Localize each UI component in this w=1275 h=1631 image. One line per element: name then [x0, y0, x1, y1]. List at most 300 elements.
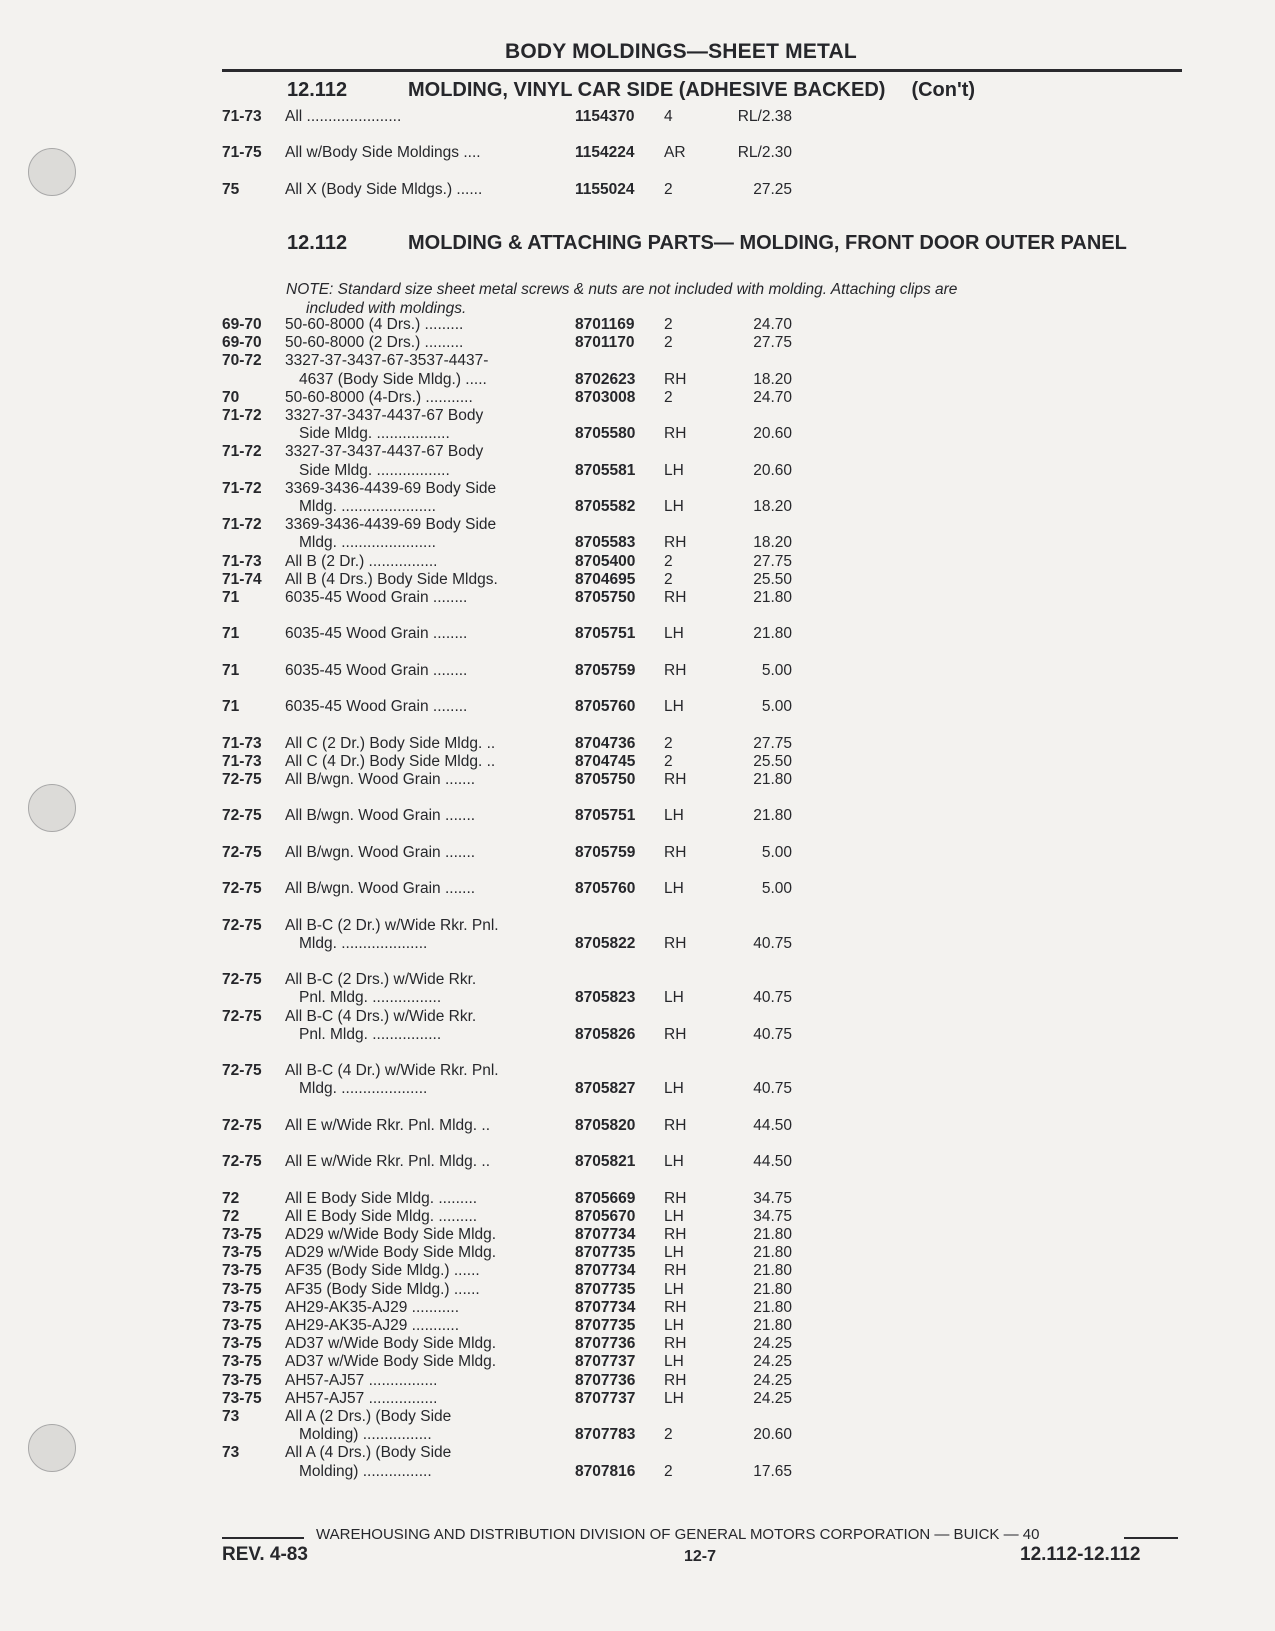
- quantity: AR: [664, 144, 686, 162]
- part-number: 8705750: [575, 771, 636, 788]
- part-number: 8705823: [575, 989, 636, 1007]
- quantity: RH: [664, 934, 687, 952]
- model-year: 75: [222, 180, 240, 198]
- list-price: 24.25: [753, 1389, 792, 1407]
- table-row: [0, 625, 1275, 643]
- section-1-title-text: MOLDING, VINYL CAR SIDE (ADHESIVE BACKED): [408, 79, 886, 101]
- list-price: 25.50: [753, 570, 792, 588]
- table-row: [0, 1190, 1275, 1208]
- quantity: LH: [664, 1244, 684, 1262]
- table-row: [0, 1208, 1275, 1226]
- list-price: 44.50: [753, 1116, 792, 1134]
- table-row: [0, 735, 1275, 753]
- quantity: RH: [664, 1189, 687, 1207]
- quantity: LH: [664, 1389, 684, 1407]
- list-price: 24.25: [753, 1353, 792, 1371]
- table-row: [0, 1026, 1275, 1044]
- table-row: [0, 1226, 1275, 1244]
- table-row: [0, 389, 1275, 407]
- footer-page-number: 12-7: [684, 1548, 717, 1565]
- quantity: LH: [664, 498, 684, 515]
- section-1-title: [408, 81, 1178, 100]
- application: 6035-45 Wood Grain ........: [285, 625, 468, 643]
- quantity: RH: [664, 425, 687, 443]
- table-row: [0, 371, 1275, 389]
- application: All E Body Side Mldg. .........: [285, 1207, 478, 1225]
- application: All B/wgn. Wood Grain .......: [285, 843, 476, 861]
- part-number: 8705759: [575, 661, 636, 679]
- quantity: LH: [664, 1317, 684, 1334]
- table-row: [0, 553, 1275, 571]
- application: AH57-AJ57 ................: [285, 1389, 438, 1407]
- part-number: 8707734: [575, 1262, 636, 1280]
- table-row: [0, 1080, 1275, 1098]
- table-row: [0, 181, 1275, 199]
- application: 3327-37-3437-67-3537-4437-: [285, 352, 489, 370]
- application: Molding) ................: [299, 1462, 432, 1480]
- table-row: [0, 1390, 1275, 1408]
- application: AD37 w/Wide Body Side Mldg.: [285, 1353, 497, 1371]
- section-2-number: 12.112: [287, 232, 348, 254]
- header-rule: [222, 69, 1182, 72]
- part-number: 8705670: [575, 1207, 636, 1225]
- section-1-cont: (Con't): [911, 79, 976, 101]
- model-year: 72: [222, 1189, 240, 1207]
- table-row: [0, 880, 1275, 898]
- part-number: 8705750: [575, 589, 636, 606]
- part-number: 8705583: [575, 534, 636, 552]
- list-price: 18.20: [753, 534, 792, 552]
- table-row: [0, 644, 1275, 662]
- application: 50-60-8000 (2 Drs.) .........: [285, 334, 464, 352]
- application: All B-C (2 Dr.) w/Wide Rkr. Pnl.: [285, 916, 499, 934]
- table-row: [0, 407, 1275, 425]
- quantity: 2: [664, 388, 673, 406]
- quantity: RH: [664, 1025, 687, 1043]
- list-price: 34.75: [753, 1189, 792, 1207]
- part-number: 8705400: [575, 552, 636, 570]
- table-row: [0, 352, 1275, 370]
- list-price: 21.80: [753, 807, 792, 825]
- list-price: 21.80: [753, 625, 792, 643]
- model-year: 72-75: [222, 1153, 262, 1171]
- quantity: RH: [664, 843, 687, 861]
- list-price: 5.00: [761, 843, 792, 861]
- table-row: [0, 680, 1275, 698]
- table-row: [0, 1008, 1275, 1026]
- application: All B-C (4 Drs.) w/Wide Rkr.: [285, 1007, 477, 1025]
- list-price: 5.00: [761, 880, 792, 898]
- part-number: 8705827: [575, 1080, 636, 1098]
- quantity: LH: [664, 461, 684, 479]
- part-number: 8705760: [575, 880, 636, 898]
- quantity: 2: [664, 180, 673, 198]
- model-year: 72-75: [222, 880, 262, 898]
- quantity: LH: [664, 1153, 684, 1171]
- quantity: 2: [664, 334, 673, 352]
- model-year: 72-75: [222, 916, 262, 934]
- quantity: 2: [664, 1462, 673, 1480]
- part-number: 8705760: [575, 698, 636, 716]
- table-row: [0, 462, 1275, 480]
- page-header: BODY MOLDINGS—SHEET METAL: [505, 40, 857, 63]
- part-number: 8704736: [575, 734, 636, 752]
- table-row: [0, 1262, 1275, 1280]
- part-number: 1155024: [575, 180, 635, 198]
- list-price: 21.80: [753, 1280, 792, 1298]
- table-row: [0, 753, 1275, 771]
- table-row: [0, 989, 1275, 1007]
- table-row: [0, 1317, 1275, 1335]
- application: Mldg. ......................: [299, 534, 436, 552]
- table-row: [0, 126, 1275, 144]
- model-year: 71: [222, 698, 240, 716]
- quantity: RH: [664, 771, 687, 788]
- table-row: [0, 1153, 1275, 1171]
- part-number: 8704695: [575, 570, 636, 588]
- table-row: [0, 571, 1275, 589]
- quantity: LH: [664, 880, 684, 898]
- list-price: 18.20: [753, 370, 792, 388]
- table-row: [0, 771, 1275, 789]
- list-price: 21.80: [753, 1317, 792, 1334]
- application: AH57-AJ57 ................: [285, 1371, 438, 1389]
- table-row: [0, 498, 1275, 516]
- table-row: [0, 898, 1275, 916]
- part-number: 8707737: [575, 1353, 636, 1371]
- list-price: 18.20: [753, 498, 792, 515]
- application: 3369-3436-4439-69 Body Side: [285, 479, 497, 497]
- list-price: 27.75: [753, 734, 792, 752]
- quantity: RH: [664, 534, 687, 552]
- model-year: 71: [222, 589, 240, 606]
- list-price: 17.65: [753, 1462, 792, 1480]
- quantity: RH: [664, 1226, 687, 1243]
- table-row: [0, 1135, 1275, 1153]
- model-year: 71-72: [222, 516, 262, 534]
- application: All B/wgn. Wood Grain .......: [285, 880, 476, 898]
- part-number: 8707783: [575, 1426, 636, 1444]
- model-year: 69-70: [222, 334, 262, 352]
- model-year: 73: [222, 1408, 240, 1425]
- quantity: 2: [664, 316, 673, 333]
- part-number: 8705580: [575, 425, 636, 443]
- part-number: 8707734: [575, 1298, 636, 1316]
- footer-rule-left: [222, 1537, 304, 1539]
- quantity: RH: [664, 370, 687, 388]
- quantity: RH: [664, 1116, 687, 1134]
- application: 3327-37-3437-4437-67 Body: [285, 443, 484, 461]
- part-number: 8707816: [575, 1462, 636, 1480]
- model-year: 71-73: [222, 752, 262, 770]
- table-row: [0, 844, 1275, 862]
- quantity: LH: [664, 698, 684, 716]
- table-row: [0, 589, 1275, 607]
- table-row: [0, 917, 1275, 935]
- model-year: 72-75: [222, 971, 262, 989]
- table-row: [0, 862, 1275, 880]
- part-number: 8707734: [575, 1226, 636, 1243]
- part-number: 8705759: [575, 843, 636, 861]
- list-price: 24.25: [753, 1371, 792, 1389]
- table-row: [0, 1335, 1275, 1353]
- list-price: 27.75: [753, 552, 792, 570]
- application: All w/Body Side Moldings ....: [285, 144, 481, 162]
- table-row: [0, 1463, 1275, 1481]
- footer-revision: REV. 4-83: [222, 1544, 308, 1565]
- application: 50-60-8000 (4 Drs.) .........: [285, 316, 464, 333]
- model-year: 72: [222, 1207, 240, 1225]
- model-year: 73-75: [222, 1262, 262, 1280]
- model-year: 71-74: [222, 570, 262, 588]
- list-price: 21.80: [753, 771, 792, 788]
- table-row: [0, 716, 1275, 734]
- list-price: 34.75: [753, 1207, 792, 1225]
- model-year: 73-75: [222, 1226, 262, 1243]
- application: AD37 w/Wide Body Side Mldg.: [285, 1335, 497, 1353]
- part-number: 8704745: [575, 752, 636, 770]
- list-price: 21.80: [753, 1226, 792, 1243]
- application: AF35 (Body Side Mldg.) ......: [285, 1262, 480, 1280]
- table-row: [0, 1062, 1275, 1080]
- list-price: 20.60: [753, 1426, 792, 1444]
- list-price: 5.00: [761, 698, 792, 716]
- application: 3369-3436-4439-69 Body Side: [285, 516, 497, 534]
- table-row: [0, 516, 1275, 534]
- list-price: 20.60: [753, 461, 792, 479]
- quantity: RH: [664, 1298, 687, 1316]
- model-year: 73-75: [222, 1317, 262, 1334]
- quantity: 2: [664, 752, 673, 770]
- application: Pnl. Mldg. ................: [299, 1025, 442, 1043]
- table-row: [0, 1281, 1275, 1299]
- model-year: 72-75: [222, 843, 262, 861]
- application: All B/wgn. Wood Grain .......: [285, 807, 476, 825]
- footer-rule-right: [1124, 1537, 1178, 1539]
- part-number: 8702623: [575, 370, 636, 388]
- quantity: 4: [664, 108, 673, 125]
- application: Pnl. Mldg. ................: [299, 989, 442, 1007]
- model-year: 73-75: [222, 1298, 262, 1316]
- table-row: [0, 534, 1275, 552]
- table-row: [0, 1299, 1275, 1317]
- application: Mldg. ....................: [299, 934, 428, 952]
- table-row: [0, 826, 1275, 844]
- part-number: 8705582: [575, 498, 636, 515]
- part-number: 8707737: [575, 1389, 636, 1407]
- model-year: 71-73: [222, 108, 262, 125]
- application: 6035-45 Wood Grain ........: [285, 589, 468, 606]
- table-row: [0, 1353, 1275, 1371]
- application: Side Mldg. .................: [299, 425, 450, 443]
- application: AH29-AK35-AJ29 ...........: [285, 1317, 460, 1334]
- model-year: 71-72: [222, 407, 262, 424]
- list-price: 24.25: [753, 1335, 792, 1353]
- application: AH29-AK35-AJ29 ...........: [285, 1298, 460, 1316]
- table-row: [0, 1444, 1275, 1462]
- model-year: 70-72: [222, 352, 262, 370]
- model-year: 72-75: [222, 1062, 262, 1080]
- application: 6035-45 Wood Grain ........: [285, 661, 468, 679]
- part-number: 8705820: [575, 1116, 636, 1134]
- quantity: 2: [664, 570, 673, 588]
- footer-division: WAREHOUSING AND DISTRIBUTION DIVISION OF GENERAL MOTORS CORPORATION — BUICK — 40: [316, 1526, 1040, 1543]
- part-number: 8705669: [575, 1189, 636, 1207]
- part-number: 1154224: [575, 144, 635, 162]
- model-year: 71-73: [222, 552, 262, 570]
- table-row: [0, 607, 1275, 625]
- table-row: [0, 971, 1275, 989]
- quantity: 2: [664, 1426, 673, 1444]
- quantity: RH: [664, 1262, 687, 1280]
- table-row: [0, 1426, 1275, 1444]
- list-price: 21.80: [753, 1298, 792, 1316]
- model-year: 71-73: [222, 734, 262, 752]
- note-line-2: included with moldings.: [306, 300, 467, 317]
- table-row: [0, 316, 1275, 334]
- table-row: [0, 425, 1275, 443]
- part-number: 8705826: [575, 1025, 636, 1043]
- part-number: 8701169: [575, 316, 635, 333]
- application: All C (4 Dr.) Body Side Mldg. ..: [285, 752, 496, 770]
- table-row: [0, 662, 1275, 680]
- part-number: 8705751: [575, 625, 636, 643]
- table-row: [0, 1408, 1275, 1426]
- list-price: 24.70: [753, 388, 792, 406]
- part-number: 8707735: [575, 1317, 636, 1334]
- application: All B/wgn. Wood Grain .......: [285, 771, 476, 788]
- application: All B-C (4 Dr.) w/Wide Rkr. Pnl.: [285, 1062, 499, 1080]
- part-number: 8705581: [575, 461, 636, 479]
- application: All ......................: [285, 108, 402, 125]
- model-year: 72-75: [222, 1116, 262, 1134]
- application: All E w/Wide Rkr. Pnl. Mldg. ..: [285, 1116, 490, 1134]
- list-price: 40.75: [753, 1080, 792, 1098]
- part-number: 1154370: [575, 108, 635, 125]
- application: All C (2 Dr.) Body Side Mldg. ..: [285, 734, 496, 752]
- quantity: RH: [664, 661, 687, 679]
- application: Side Mldg. .................: [299, 461, 450, 479]
- list-price: 21.80: [753, 1244, 792, 1262]
- table-row: [0, 807, 1275, 825]
- table-row: [0, 334, 1275, 352]
- list-price: 27.25: [753, 180, 792, 198]
- table-row: [0, 443, 1275, 461]
- list-price: 21.80: [753, 1262, 792, 1280]
- model-year: 71-72: [222, 479, 262, 497]
- list-price: 21.80: [753, 589, 792, 606]
- application: Molding) ................: [299, 1426, 432, 1444]
- quantity: RH: [664, 1335, 687, 1353]
- table-row: [0, 1244, 1275, 1262]
- model-year: 73-75: [222, 1353, 262, 1371]
- application: All B (4 Drs.) Body Side Mldgs.: [285, 570, 498, 588]
- list-price: RL/2.38: [737, 108, 792, 125]
- application: All B (2 Dr.) ................: [285, 552, 438, 570]
- application: 6035-45 Wood Grain ........: [285, 698, 468, 716]
- model-year: 70: [222, 388, 240, 406]
- quantity: LH: [664, 1353, 684, 1371]
- list-price: 40.75: [753, 934, 792, 952]
- table-row: [0, 163, 1275, 181]
- list-price: 44.50: [753, 1153, 792, 1171]
- table-row: [0, 1171, 1275, 1189]
- model-year: 71: [222, 625, 240, 643]
- application: All A (4 Drs.) (Body Side: [285, 1444, 452, 1462]
- part-number: 8707735: [575, 1244, 636, 1262]
- model-year: 71-75: [222, 144, 262, 162]
- model-year: 69-70: [222, 316, 262, 333]
- table-row: [0, 144, 1275, 162]
- quantity: LH: [664, 807, 684, 825]
- application: Mldg. ....................: [299, 1080, 428, 1098]
- application: AD29 w/Wide Body Side Mldg.: [285, 1226, 497, 1243]
- list-price: 27.75: [753, 334, 792, 352]
- application: All A (2 Drs.) (Body Side: [285, 1408, 452, 1425]
- quantity: LH: [664, 1280, 684, 1298]
- part-number: 8703008: [575, 388, 636, 406]
- application: All B-C (2 Drs.) w/Wide Rkr.: [285, 971, 477, 989]
- quantity: 2: [664, 734, 673, 752]
- list-price: RL/2.30: [737, 144, 792, 162]
- quantity: LH: [664, 1080, 684, 1098]
- table-row: [0, 789, 1275, 807]
- footer-section-range: 12.112-12.112: [1020, 1544, 1141, 1565]
- application: All E w/Wide Rkr. Pnl. Mldg. ..: [285, 1153, 490, 1171]
- quantity: RH: [664, 589, 687, 606]
- part-number: 8701170: [575, 334, 635, 352]
- quantity: LH: [664, 625, 684, 643]
- model-year: 73-75: [222, 1371, 262, 1389]
- model-year: 72-75: [222, 1007, 262, 1025]
- list-price: 40.75: [753, 989, 792, 1007]
- application: 3327-37-3437-4437-67 Body: [285, 407, 484, 424]
- application: All E Body Side Mldg. .........: [285, 1189, 478, 1207]
- model-year: 72-75: [222, 807, 262, 825]
- model-year: 73-75: [222, 1335, 262, 1353]
- table-row: [0, 108, 1275, 126]
- application: Mldg. ......................: [299, 498, 436, 515]
- list-price: 5.00: [761, 661, 792, 679]
- application: All X (Body Side Mldgs.) ......: [285, 180, 483, 198]
- model-year: 72-75: [222, 771, 262, 788]
- part-number: 8707736: [575, 1335, 636, 1353]
- section-1-number: 12.112: [287, 79, 348, 101]
- application: 50-60-8000 (4-Drs.) ...........: [285, 388, 473, 406]
- section-2-title: MOLDING & ATTACHING PARTS— MOLDING, FRONT DOOR OUTER PANEL: [408, 232, 1127, 254]
- part-number: 8707735: [575, 1280, 636, 1298]
- part-number: 8705821: [575, 1153, 636, 1171]
- quantity: 2: [664, 552, 673, 570]
- table-row: [0, 480, 1275, 498]
- part-number: 8707736: [575, 1371, 636, 1389]
- model-year: 73-75: [222, 1244, 262, 1262]
- model-year: 71: [222, 661, 240, 679]
- model-year: 73: [222, 1444, 240, 1462]
- application: 4637 (Body Side Mldg.) .....: [299, 370, 487, 388]
- section-2-note: [286, 280, 1166, 318]
- list-price: 25.50: [753, 752, 792, 770]
- quantity: LH: [664, 1207, 684, 1225]
- application: AD29 w/Wide Body Side Mldg.: [285, 1244, 497, 1262]
- table-row: [0, 1372, 1275, 1390]
- quantity: LH: [664, 989, 684, 1007]
- model-year: 73-75: [222, 1389, 262, 1407]
- quantity: RH: [664, 1371, 687, 1389]
- list-price: 40.75: [753, 1025, 792, 1043]
- table-row: [0, 1117, 1275, 1135]
- model-year: 71-72: [222, 443, 262, 461]
